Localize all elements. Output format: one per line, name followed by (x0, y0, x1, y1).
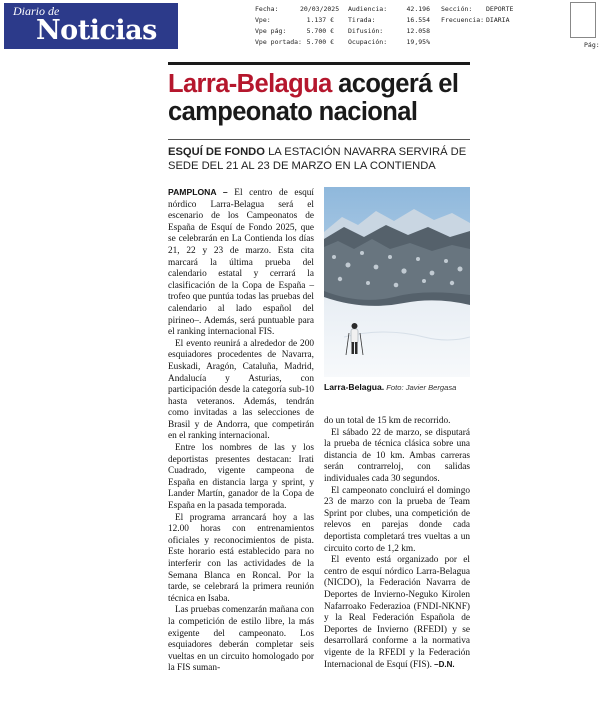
subhead-kicker: ESQUÍ DE FONDO (168, 146, 265, 158)
paragraph-5: Las pruebas comenzarán mañana con la competición de estilo libre, la más exigente del campeonato. Los esquiadores deberán completar seis vueltas en un circuito homologado por la FIS suman- (168, 605, 314, 674)
subhead-rule (168, 139, 470, 140)
paragraph-9-text: El evento está organizado por el centro de esquí nórdico Larra-Belagua (NICDO), la Federación Navarra de Deportes de Invierno-Neguko Kirolen Nafarroako Federazioa (FNDI-NKNF) y la Real Federación Española de Deportes de Invierno (RFEDI) y se desarrollará conforme a la normativa vigente de la RFEDI y la Federación Internacional de Esquí (FIS). (324, 555, 470, 671)
caption-credit: Foto: Javier Bergasa (384, 383, 457, 392)
paragraph-6: do un total de 15 km de recorrido. (324, 416, 451, 426)
caption-title: Larra-Belagua. (324, 382, 385, 392)
paragraph-1-text: El centro de esquí nórdico Larra-Belagua será el escenario de los Campeonatos de España de Esquí de Fondo 2025, que se celebrarán en La Contienda los días 21, 22 y 23 de marzo. Esta cita marcará la última prueba del calendario estatal y cerrará la clasificación de la Copa de España –trofeo que puntúa todas las pruebas del calendario al lado español del pirineo–. Además, será puntuable para el ranking internacional FIS. (168, 188, 314, 338)
meta-value-frecuencia: DIARIA (486, 16, 510, 24)
paragraph-3: Entre los nombres de las y los deportistas presentes destacan: Irati Cuadrado, vigente campeona de España en distancia larga y sprint, y Lander Martín, ganador de la Copa de España en la pasada temporada. (168, 443, 314, 512)
meta-value-fecha: 20/03/2025 (300, 5, 340, 13)
headline-rest: acogerá el campeonato nacional (168, 70, 459, 126)
headline-highlight: Larra-Belagua (168, 70, 332, 98)
metadata-labels-1 (255, 4, 302, 48)
masthead-subtitle: Diario de (13, 4, 60, 18)
paragraph-8: El campeonato concluirá el domingo 23 de marzo con la prueba de Team Sprint por clubes, una competición de relevos en parejas donde cada deportista completará tres vueltas a un circuito corto de 1,2 km. (324, 485, 470, 554)
article-subhead (168, 145, 470, 173)
masthead-logo (4, 3, 178, 49)
page-label: Pág: (584, 41, 600, 49)
article-signature: –D.N. (431, 660, 455, 670)
metadata-values-3 (486, 4, 513, 26)
meta-label-frecuencia: Frecuencia: (441, 16, 485, 24)
meta-label-difusion: Difusión: (348, 27, 384, 35)
page-thumbnail (570, 2, 596, 38)
paragraph-4: El programa arrancará hoy a las 12.00 horas con entrenamientos oficiales y reconocimientos de pista. Este horario está establecido para no interferir con las actividades de la Semana Blanca en Roncal. Por la tarde, se celebrará la primera reunión técnica en Isaba. (168, 512, 314, 604)
meta-label-ocupacion: Ocupación: (348, 38, 388, 46)
paragraph-7: El sábado 22 de marzo, se disputará la prueba de técnica clásica sobre una distancia de 10 km. Ambas carreras serán contrarreloj, con salidas individuales cada 30 segundos. (324, 427, 470, 484)
paragraph-9 (324, 555, 470, 672)
meta-label-vpe-portada: Vpe portada: (255, 38, 302, 46)
meta-value-vpe-pag: 5.700 € (306, 27, 334, 35)
metadata-labels-2 (348, 4, 387, 48)
article-photo (324, 187, 470, 377)
meta-label-vpe-pag: Vpe pág: (255, 27, 287, 35)
metadata-values-1 (300, 4, 340, 48)
meta-label-seccion: Sección: (441, 5, 473, 13)
snowy-mountain-landscape (324, 187, 470, 377)
metadata-labels-3 (441, 4, 484, 26)
article-column-1 (168, 187, 314, 675)
meta-value-audiencia: 42.196 (406, 5, 430, 13)
headline-top-rule (168, 62, 470, 65)
meta-value-vpe: 1.137 € (306, 16, 334, 24)
meta-label-vpe: Vpe: (255, 16, 271, 24)
dateline: PAMPLONA – (168, 187, 228, 197)
meta-label-tirada: Tirada: (348, 16, 376, 24)
meta-value-difusion: 12.058 (406, 27, 430, 35)
paragraph-2: El evento reunirá a alrededor de 200 esquiadores procedentes de Navarra, Euskadi, Aragón, Cataluña, Madrid, Andalucía y Asturias, con participación desde la categoría sub-10 hasta veteranos. Además, tendrán como invitadas a las selecciones de Brasil y de Andorra, que competirán en el ranking internacional. (168, 338, 314, 442)
meta-label-fecha: Fecha: (255, 5, 279, 13)
photo-caption (324, 382, 470, 393)
subhead-text: LA ESTACIÓN NAVARRA SERVIRÁ DE SEDE DEL 21 AL 23 DE MARZO EN LA CONTIENDA (168, 146, 467, 172)
paragraph-1 (168, 187, 314, 339)
meta-value-tirada: 16.554 (406, 16, 430, 24)
masthead-title: Noticias (36, 15, 157, 46)
meta-value-ocupacion: 19,95% (406, 38, 430, 46)
article-headline (168, 70, 468, 126)
meta-label-audiencia: Audiencia: (348, 5, 388, 13)
meta-value-vpe-portada: 5.700 € (306, 38, 334, 46)
meta-value-seccion: DEPORTE (486, 5, 514, 13)
metadata-values-2 (404, 4, 430, 48)
article-column-2 (324, 416, 470, 672)
